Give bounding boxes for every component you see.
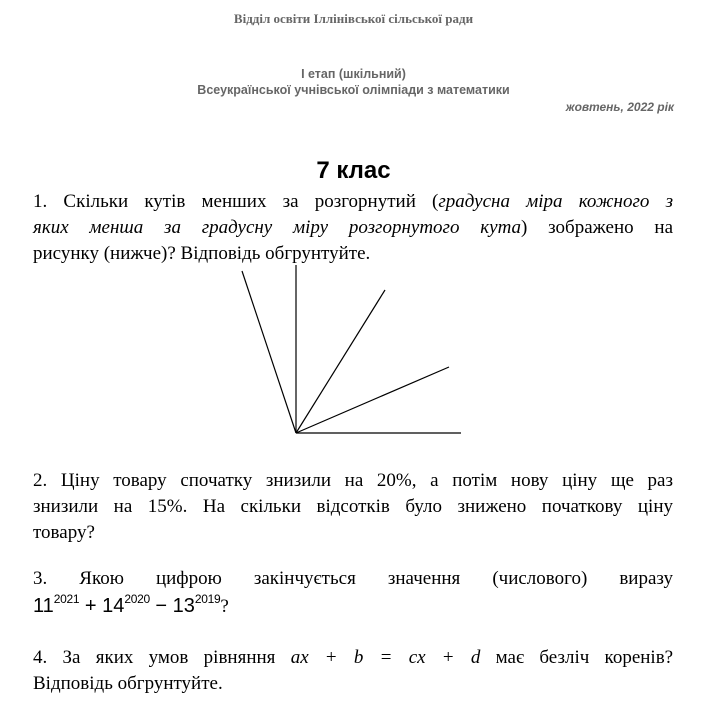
problem-1-text-a: 1. Скільки кутів менших за розгорнутий ( bbox=[33, 191, 439, 212]
problem-4-text-a: 4. За яких умов рівняння bbox=[33, 647, 276, 668]
olympiad-stage: І етап (шкільний) bbox=[301, 67, 406, 81]
eq-cx: cx bbox=[408, 647, 426, 668]
date-label: жовтень, 2022 рік bbox=[565, 100, 674, 114]
exponent-2019: 2019 bbox=[194, 592, 221, 606]
exponent-2020: 2020 bbox=[124, 592, 150, 606]
base-14: 14 bbox=[102, 595, 125, 617]
expression bbox=[33, 592, 221, 617]
problem-1-italic-b: яких менша за градусну міру розгорнутого кута bbox=[33, 217, 522, 238]
problem-4-text-b: має безліч коренів? bbox=[495, 647, 674, 668]
grade-title: 7 клас bbox=[316, 157, 391, 184]
eq-ax: ax bbox=[290, 647, 309, 668]
eq-b: b bbox=[353, 647, 364, 668]
equation bbox=[291, 647, 481, 668]
ray-high-diagonal bbox=[296, 290, 385, 433]
minus-sign: − bbox=[155, 595, 168, 617]
eq-d: d bbox=[470, 647, 481, 668]
problem-1-italic-a: градусна міра кожного з bbox=[438, 191, 673, 212]
ray-left bbox=[242, 271, 296, 433]
eq-equals: = bbox=[380, 647, 392, 668]
question-mark: ? bbox=[220, 596, 229, 617]
ray-low-diagonal bbox=[296, 367, 449, 433]
eq-plus-2: + bbox=[442, 647, 454, 668]
problem-3-line-1: 3. Якою цифрою закінчується значення (числового) виразу bbox=[33, 568, 673, 589]
eq-plus-1: + bbox=[325, 647, 337, 668]
department-title: Відділ освіти Іллінівської сільської ради bbox=[233, 11, 474, 26]
plus-sign: + bbox=[84, 595, 97, 617]
olympiad-title: Всеукраїнської учнівської олімпіади з математики bbox=[197, 83, 510, 97]
problem-3 bbox=[33, 566, 673, 592]
base-11: 11 bbox=[33, 595, 54, 617]
problem-4-line-2: Відповідь обгрунтуйте. bbox=[33, 673, 223, 694]
problem-4-line-1 bbox=[33, 645, 673, 671]
problem-2-line-3: товару? bbox=[33, 522, 95, 543]
problem-2-line-2: знизили на 15%. На скільки відсотків було знижено початкову ціну bbox=[33, 496, 673, 517]
problem-2 bbox=[33, 468, 673, 546]
exponent-2021: 2021 bbox=[53, 592, 80, 606]
base-13: 13 bbox=[172, 595, 195, 617]
problem-1-line-3: рисунку (нижче)? Відповідь обгрунтуйте. bbox=[33, 243, 371, 264]
problem-1-text-b: ) зображено на bbox=[521, 217, 673, 238]
problem-3-expression bbox=[33, 592, 229, 618]
problem-4 bbox=[33, 645, 673, 697]
problem-2-line-1: 2. Ціну товару спочатку знизили на 20%, а потім нову ціну ще раз bbox=[33, 470, 673, 491]
